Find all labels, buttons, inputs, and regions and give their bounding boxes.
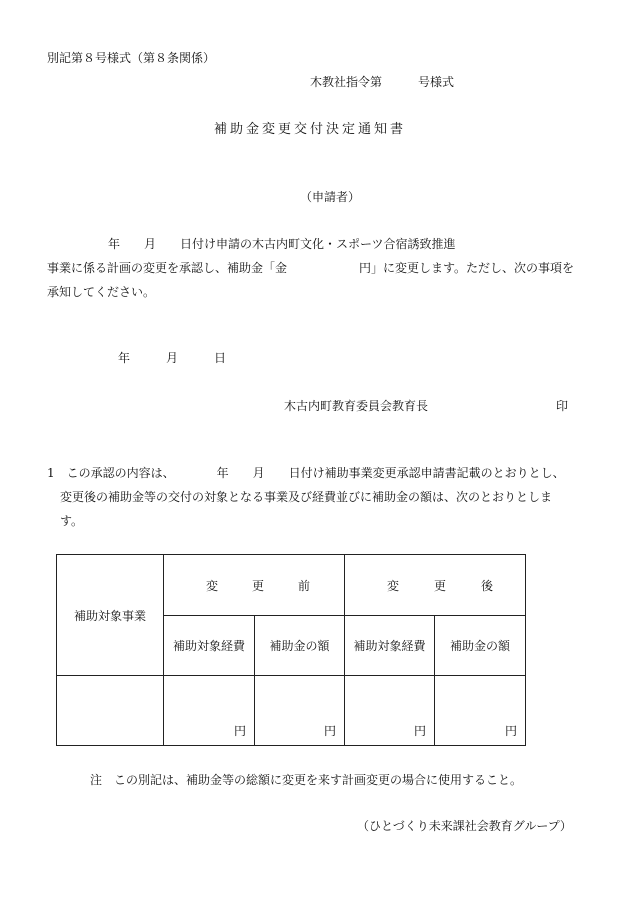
subsidy-table bbox=[56, 554, 526, 746]
yen-label: 円 bbox=[414, 724, 427, 738]
body-line-2: 事業に係る計画の変更を承認し、補助金「金 円」に変更します。ただし、次の事項を bbox=[47, 261, 575, 275]
row-header-cell bbox=[57, 555, 164, 676]
after-char-3: 後 bbox=[481, 578, 494, 593]
issuer-name: 木古内町教育委員会教育長 bbox=[284, 399, 429, 413]
before-expense-cell bbox=[164, 676, 255, 746]
sub-header-after-expense: 補助対象経費 bbox=[345, 616, 435, 676]
row-header-label: 補助対象事業 bbox=[73, 608, 146, 623]
before-char-2: 更 bbox=[252, 578, 265, 593]
before-char-1: 変 bbox=[206, 578, 219, 593]
yen-label: 円 bbox=[233, 724, 246, 738]
body-line-1: 年 月 日付け申請の木古内町文化・スポーツ合宿誘致推進 bbox=[108, 237, 456, 251]
after-change-header bbox=[345, 555, 526, 616]
date-line: 年 月 日 bbox=[118, 351, 227, 365]
sub-header-before-amount: 補助金の額 bbox=[255, 616, 345, 676]
document-title: 補助金変更交付決定通知書 bbox=[214, 122, 407, 137]
item1-line-3: す。 bbox=[60, 514, 84, 528]
form-reference: 別記第８号様式（第８条関係） bbox=[47, 51, 216, 65]
sub-header-before-expense: 補助対象経費 bbox=[164, 616, 255, 676]
project-cell bbox=[57, 676, 164, 746]
before-change-header bbox=[164, 555, 345, 616]
instruction-number: 木教社指令第 号様式 bbox=[310, 75, 455, 89]
before-char-3: 前 bbox=[298, 578, 311, 593]
yen-label: 円 bbox=[324, 724, 337, 738]
after-char-1: 変 bbox=[387, 578, 400, 593]
department-footer: （ひとづくり未来課社会教育グループ） bbox=[357, 819, 572, 833]
usage-note: 注 この別記は、補助金等の総額に変更を来す計画変更の場合に使用すること。 bbox=[90, 773, 523, 787]
body-line-3: 承知してください。 bbox=[47, 285, 156, 299]
before-amount-cell bbox=[255, 676, 345, 746]
sub-header-after-amount: 補助金の額 bbox=[435, 616, 526, 676]
applicant-label: （申請者） bbox=[300, 190, 361, 204]
after-amount-cell bbox=[435, 676, 526, 746]
item1-line-2: 変更後の補助金等の交付の対象となる事業及び経費並びに補助金の額は、次のとおりとしま bbox=[60, 490, 553, 504]
item1-line-1: 1 この承認の内容は、 年 月 日付け補助事業変更承認申請書記載のとおりとし、 bbox=[47, 466, 565, 480]
yen-label: 円 bbox=[505, 724, 518, 738]
after-expense-cell bbox=[345, 676, 435, 746]
after-char-2: 更 bbox=[434, 578, 447, 593]
seal-mark: 印 bbox=[556, 399, 569, 413]
